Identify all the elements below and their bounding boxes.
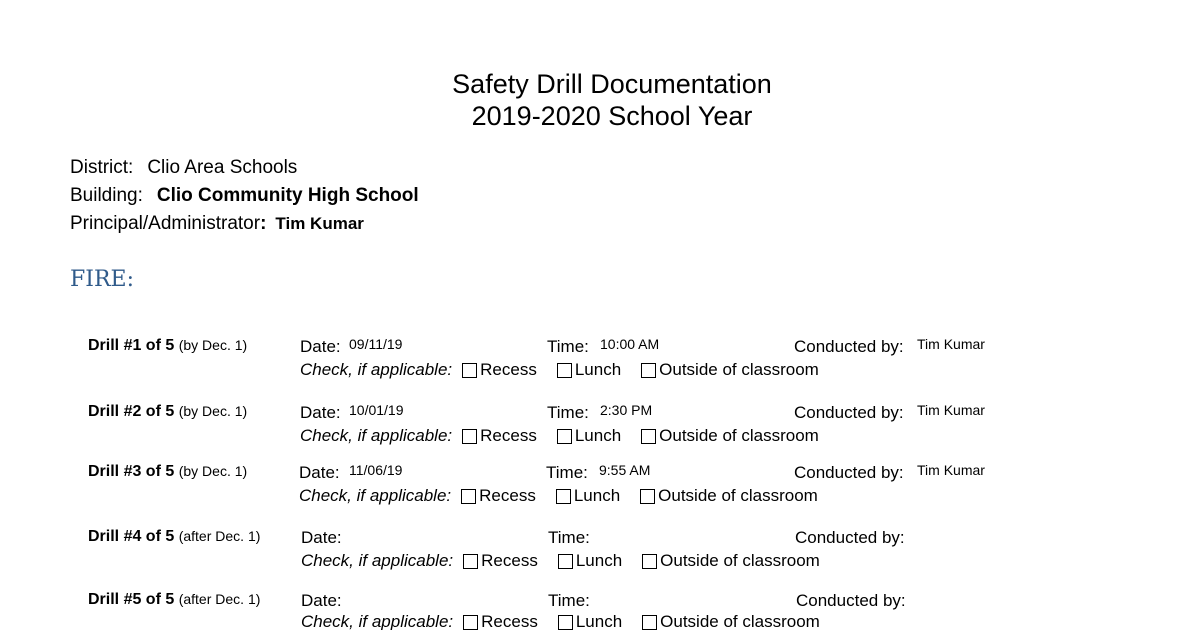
lunch-label: Lunch xyxy=(573,486,621,505)
time-label: Time: xyxy=(547,337,589,356)
recess-label: Recess xyxy=(479,486,536,505)
recess-checkbox[interactable] xyxy=(461,489,476,504)
outside-label: Outside of classroom xyxy=(659,360,819,379)
date-label: Date: xyxy=(300,337,341,356)
drill-number: Drill #3 of 5 xyxy=(88,463,175,480)
check-prompt: Check, if applicable: xyxy=(300,426,453,445)
recess-option[interactable] xyxy=(463,551,538,571)
outside-option[interactable] xyxy=(642,612,820,630)
date-value[interactable]: 10/01/19 xyxy=(349,402,404,418)
outside-label: Outside of classroom xyxy=(660,551,820,570)
lunch-option[interactable] xyxy=(558,551,622,571)
time-value[interactable]: 2:30 PM xyxy=(600,402,653,418)
outside-option[interactable] xyxy=(642,551,820,571)
drill-row xyxy=(0,329,1200,381)
check-prompt: Check, if applicable: xyxy=(300,360,453,379)
building-value: Clio Community High School xyxy=(156,185,419,206)
lunch-label: Lunch xyxy=(574,426,622,445)
outside-checkbox[interactable] xyxy=(641,363,656,378)
recess-checkbox[interactable] xyxy=(463,615,478,630)
recess-option[interactable] xyxy=(462,426,537,446)
outside-option[interactable] xyxy=(640,486,818,506)
date-label: Date: xyxy=(299,463,340,482)
outside-checkbox[interactable] xyxy=(642,615,657,630)
conducted-by-label: Conducted by: xyxy=(794,403,904,422)
check-prompt: Check, if applicable: xyxy=(299,486,452,505)
date-label: Date: xyxy=(301,591,342,610)
check-line xyxy=(301,551,840,571)
date-value[interactable]: 11/06/19 xyxy=(349,462,403,478)
time-label: Time: xyxy=(548,528,590,547)
check-prompt: Check, if applicable: xyxy=(301,551,454,570)
lunch-checkbox[interactable] xyxy=(556,489,571,504)
lunch-option[interactable] xyxy=(557,426,621,446)
principal-label: Principal/Administrator xyxy=(70,213,261,234)
outside-checkbox[interactable] xyxy=(641,429,656,444)
principal-value: Tim Kumar xyxy=(275,214,364,233)
drill-deadline: (after Dec. 1) xyxy=(178,591,261,607)
drill-row xyxy=(0,455,1200,507)
conducted-by-label: Conducted by: xyxy=(794,463,904,482)
lunch-option[interactable] xyxy=(558,612,622,630)
recess-option[interactable] xyxy=(463,612,538,630)
drill-number: Drill #2 of 5 xyxy=(88,403,175,420)
building-label: Building: xyxy=(70,185,143,206)
outside-option[interactable] xyxy=(641,360,819,380)
district-row xyxy=(70,157,297,179)
outside-option[interactable] xyxy=(641,426,819,446)
drill-label xyxy=(88,337,247,355)
drill-row xyxy=(0,395,1200,447)
outside-label: Outside of classroom xyxy=(658,486,818,505)
check-line xyxy=(300,426,839,446)
recess-checkbox[interactable] xyxy=(463,554,478,569)
date-value[interactable]: 09/11/19 xyxy=(349,336,403,352)
lunch-option[interactable] xyxy=(556,486,620,506)
check-line xyxy=(299,486,838,506)
outside-label: Outside of classroom xyxy=(660,612,820,630)
drill-row xyxy=(0,520,1200,572)
conducted-by-value[interactable]: Tim Kumar xyxy=(917,462,985,478)
drill-number: Drill #5 of 5 xyxy=(88,591,175,608)
drill-label xyxy=(88,591,260,609)
time-label: Time: xyxy=(547,403,589,422)
document-title xyxy=(0,68,1200,132)
outside-checkbox[interactable] xyxy=(640,489,655,504)
recess-label: Recess xyxy=(480,426,537,445)
recess-label: Recess xyxy=(480,360,537,379)
drill-number: Drill #1 of 5 xyxy=(88,337,175,354)
lunch-checkbox[interactable] xyxy=(557,363,572,378)
lunch-label: Lunch xyxy=(575,551,623,570)
drill-label xyxy=(88,528,260,546)
district-value: Clio Area Schools xyxy=(147,157,298,178)
date-label: Date: xyxy=(300,403,341,422)
title-line-2: 2019-2020 School Year xyxy=(471,101,753,131)
building-row xyxy=(70,185,419,207)
recess-label: Recess xyxy=(481,551,538,570)
date-label: Date: xyxy=(301,528,342,547)
drill-deadline: (by Dec. 1) xyxy=(178,463,248,479)
check-line xyxy=(301,612,840,630)
drill-number: Drill #4 of 5 xyxy=(88,528,175,545)
time-value[interactable]: 10:00 AM xyxy=(600,336,660,352)
lunch-option[interactable] xyxy=(557,360,621,380)
conducted-by-value[interactable]: Tim Kumar xyxy=(917,336,985,352)
drill-deadline: (by Dec. 1) xyxy=(178,403,248,419)
check-prompt: Check, if applicable: xyxy=(301,612,454,630)
conducted-by-label: Conducted by: xyxy=(796,591,906,610)
drill-label xyxy=(88,463,247,481)
recess-option[interactable] xyxy=(462,360,537,380)
conducted-by-label: Conducted by: xyxy=(795,528,905,547)
recess-option[interactable] xyxy=(461,486,536,506)
district-label: District: xyxy=(70,157,134,178)
outside-checkbox[interactable] xyxy=(642,554,657,569)
principal-row xyxy=(70,213,364,235)
conducted-by-label: Conducted by: xyxy=(794,337,904,356)
drill-deadline: (by Dec. 1) xyxy=(178,337,248,353)
outside-label: Outside of classroom xyxy=(659,426,819,445)
drill-deadline: (after Dec. 1) xyxy=(178,528,261,544)
time-label: Time: xyxy=(548,591,590,610)
principal-colon: : xyxy=(260,213,267,234)
title-line-1: Safety Drill Documentation xyxy=(452,69,772,99)
check-line xyxy=(300,360,839,380)
time-label: Time: xyxy=(546,463,588,482)
drill-label xyxy=(88,403,247,421)
lunch-checkbox[interactable] xyxy=(558,554,573,569)
recess-checkbox[interactable] xyxy=(462,363,477,378)
section-heading-fire: FIRE: xyxy=(70,267,134,292)
recess-label: Recess xyxy=(481,612,538,630)
time-value[interactable]: 9:55 AM xyxy=(599,462,651,478)
lunch-checkbox[interactable] xyxy=(558,615,573,630)
recess-checkbox[interactable] xyxy=(462,429,477,444)
conducted-by-value[interactable]: Tim Kumar xyxy=(917,402,985,418)
lunch-label: Lunch xyxy=(575,612,623,630)
lunch-checkbox[interactable] xyxy=(557,429,572,444)
lunch-label: Lunch xyxy=(574,360,622,379)
drill-row xyxy=(0,583,1200,630)
